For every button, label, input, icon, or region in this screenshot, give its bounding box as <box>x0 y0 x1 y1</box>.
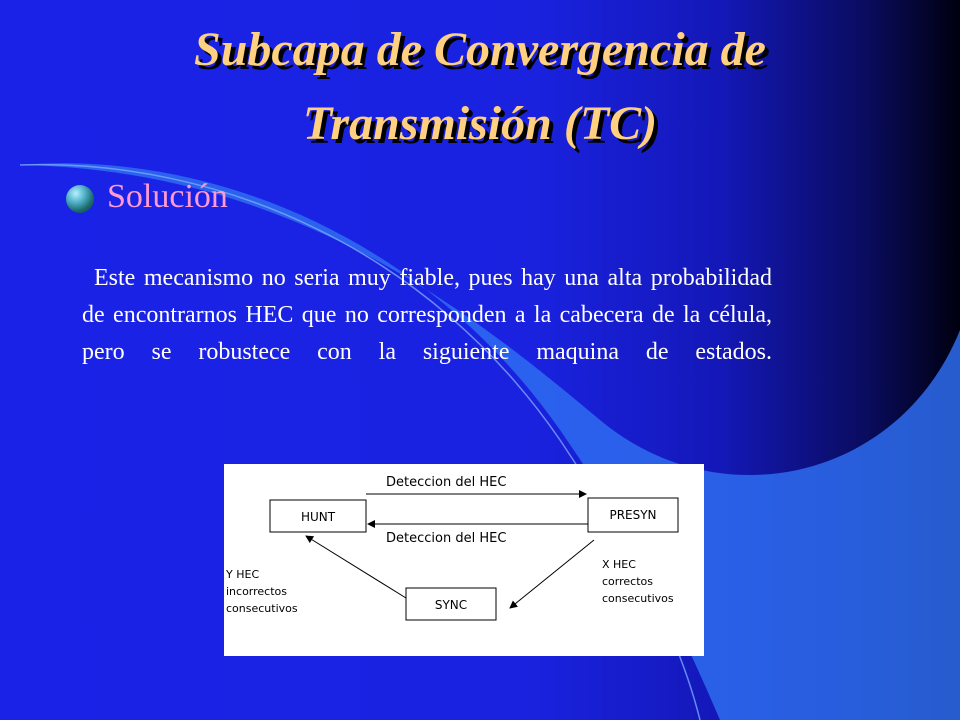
left-label-line-3: consecutivos <box>226 602 298 615</box>
globe-bullet-icon <box>66 185 94 213</box>
arrow-bottom-label: Deteccion del HEC <box>386 531 507 546</box>
left-label-line-1: Y HEC <box>226 568 260 581</box>
right-label-line-3: consecutivos <box>602 592 674 605</box>
right-condition-label <box>602 558 674 605</box>
right-label-line-2: correctos <box>602 575 653 588</box>
sync-state-label: SYNC <box>434 598 468 612</box>
right-label-line-1: X HEC <box>602 558 636 571</box>
arrow-presyn-to-sync <box>510 540 594 608</box>
subheading: Solución <box>107 178 228 215</box>
slide-title-line-2: Transmisión (TC) <box>302 97 658 150</box>
body-paragraph: Este mecanismo no seria muy fiable, pues hay una alta probabilidad de encontrarnos HEC que no corresponden a la cabecera de la célula, pero se robustece con la siguiente maquina de estados. <box>82 265 772 365</box>
left-condition-label <box>225 568 298 615</box>
left-label-line-2: incorrectos <box>226 585 288 598</box>
hunt-state-label: HUNT <box>300 510 336 524</box>
state-machine-diagram <box>224 464 704 656</box>
slide-title-line-1: Subcapa de Convergencia de <box>194 23 766 76</box>
arrow-top-label: Deteccion del HEC <box>386 475 507 490</box>
presyn-state-label: PRESYN <box>609 508 657 522</box>
